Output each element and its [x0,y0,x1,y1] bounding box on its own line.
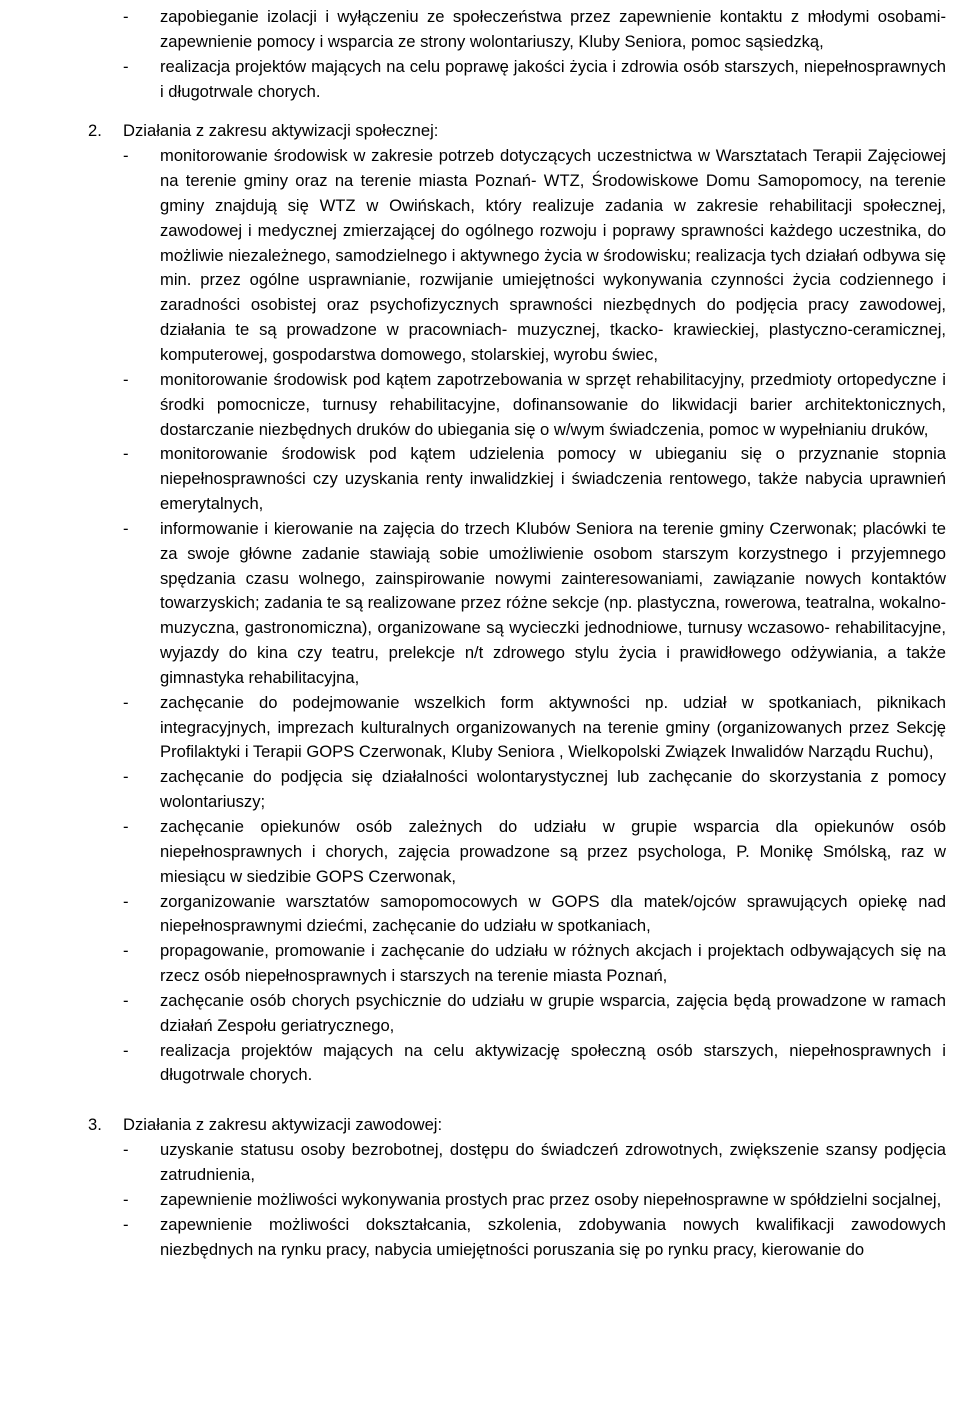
bullet-dash: - [123,1040,129,1060]
list-item [0,144,960,368]
list-item [0,765,960,815]
list-item-text: zapewnienie możliwości wykonywania prostych prac przez osoby niepełnosprawne w spółdzielni socjalnej, [160,1189,942,1209]
section-heading [0,119,960,144]
bullet-dash: - [123,1189,129,1209]
list-item-text: zachęcanie do podjęcia się działalności wolontarystycznej lub zachęcanie do skorzystania z pomocy wolontariuszy; [160,767,946,812]
section-3 [0,1113,960,1262]
list-item-text: propagowanie, promowanie i zachęcanie do udziału w różnych akcjach i projektach odbywających się na rzecz osób niepełnosprawnych i starszych na terenie miasta Poznań, [160,941,946,986]
list-item-text: zapewnienie możliwości dokształcania, szkolenia, zdobywania nowych kwalifikacji zawodowych niezbędnych na rynku pracy, nabycia umiejętności poruszania się po rynku pracy, kierowanie do [160,1214,946,1259]
list-item-text: monitorowanie środowisk pod kątem udzielenia pomocy w ubieganiu się o przyznanie stopnia niepełnosprawności czy uzyskania renty inwalidzkiej i świadczenia rentowego, także nabycia uprawnień emerytalnych, [160,444,946,514]
section-title: Działania z zakresu aktywizacji zawodowej: [123,1115,443,1135]
bullet-dash: - [123,369,129,389]
list-item-text: zapobieganie izolacji i wyłączeniu ze społeczeństwa przez zapewnienie kontaktu z młodymi osobami- zapewnienie pomocy i wsparcia ze strony wolontariuszy, Kluby Seniora, pomoc sąsiedzką, [160,7,946,51]
list-item [0,939,960,989]
bullet-dash: - [123,990,129,1010]
list-item-text: zachęcanie osób chorych psychicznie do udziału w grupie wsparcia, zajęcia będą prowadzone w ramach działań Zespołu geriatrycznego, [160,990,946,1035]
bullet-dash: - [123,692,129,712]
list-item-text: realizacja projektów mających na celu poprawę jakości życia i zdrowia osób starszych, niepełnosprawnych i długotrwale chorych. [160,56,946,101]
bullet-dash: - [123,817,129,836]
list-item-text: informowanie i kierowanie na zajęcia do trzech Klubów Seniora na terenie gminy Czerwonak; placówki te za swoje główne zadanie stawiają sobie umożliwienie osobom starszym korzystnego i przyjemnego spędzania czasu wolnego, zainspirowanie nowymi zainteresowaniami, zawiązanie nowych kontaktów towarzyskich; zadania te są realizowane przez różne sekcje (np. plastyczna, rowerowa, teatralna, wokalno-muzyczna, gastronomiczna), organizowane są wycieczki jednodniowe, turnusy wczasowo- rehabilitacyjne, wyjazdy do kina czy teatru, prelekcje n/t zdrowego stylu życia i prawidłowego odżywiania, a także gimnastyka rehabilitacyjna, [160,518,946,687]
list-item [0,1213,960,1263]
bullet-dash: - [123,56,129,76]
list-item-text: zachęcanie do podejmowanie wszelkich form aktywności np. udział w spotkaniach, piknikach integracyjnych, imprezach kulturalnych organizowanych na terenie gminy (organizowanych przez Sekcję Profilaktyki i Terapii GOPS Czerwonak, Kluby Seniora , Wielkopolski Związek Inwalidów Narządu Ruchu), [160,692,946,762]
section-number: 2. [88,121,102,141]
top-list [0,0,960,104]
list-item-text: monitorowanie środowisk w zakresie potrzeb dotyczących uczestnictwa w Warsztatach Terapii Zajęciowej na terenie gminy oraz na terenie miasta Poznań- WTZ, Środowiskowe Domu Samopomocy, na terenie gminy znajdują się WTZ w Owińskach, który realizuje zadania w zakresie rehabilitacji społecznej, zawodowej i medycznej zmierzającej do ogólnego rozwoju i poprawy sprawności każdego uczestnika, do możliwie niezależnego, samodzielnego i aktywnego życia w środowisku; realizacja tych działań odbywa się min. przez ogólne usprawnianie, rozwijanie umiejętności wykonywania czynności życia codziennego i zaradności osobistej oraz psychofizycznych sprawności niezbędnych do podjęcia pracy zawodowej, działania te są prowadzone w pracowniach- muzycznej, tkacko- krawieckiej, plastyczno-ceramicznej, komputerowej, gospodarstwa domowego, stolarskiej, wyrobu świec, [160,146,946,364]
list-item [0,1138,960,1188]
list-item [0,55,960,105]
list-item [0,890,960,940]
bullet-dash: - [123,146,129,166]
section-number: 3. [88,1115,102,1135]
list-item [0,5,960,55]
bullet-dash: - [123,7,129,26]
bullet-dash: - [123,941,129,961]
section-heading [0,1113,960,1138]
list-item-text: realizacja projektów mających na celu aktywizację społeczną osób starszych, niepełnosprawnych i długotrwale chorych. [160,1040,946,1085]
list-item [0,1188,960,1213]
bullet-dash: - [123,1214,129,1234]
list-item-text: monitorowanie środowisk pod kątem zapotrzebowania w sprzęt rehabilitacyjny, przedmioty ortopedyczne i środki pomocnicze, turnusy rehabilitacyjne, dofinansowanie do likwidacji barier architektonicznych, dostarczanie niezbędnych druków do ubiegania się o w/wym świadczenia, pomoc w wypełnianiu druków, [160,369,946,439]
bullet-dash: - [123,767,129,787]
list-item [0,1039,960,1089]
list-item-text: zorganizowanie warsztatów samopomocowych w GOPS dla matek/ojców sprawujących opiekę nad niepełnosprawnymi dziećmi, zachęcanie do udziału w spotkaniach, [160,891,946,936]
section-2 [0,119,960,1088]
bullet-dash: - [123,891,129,911]
list-item [0,517,960,691]
list-item-text: uzyskanie statusu osoby bezrobotnej, dostępu do świadczeń zdrowotnych, zwiększenie szansy podjęcia zatrudnienia, [160,1140,946,1184]
bullet-dash: - [123,518,129,538]
list-item [0,442,960,517]
section-title: Działania z zakresu aktywizacji społecznej: [123,121,439,141]
list-item [0,691,960,766]
bullet-dash: - [123,1140,129,1160]
bullet-dash: - [123,444,129,464]
list-item [0,815,960,890]
list-item-text: zachęcanie opiekunów osób zależnych do udziału w grupie wsparcia dla opiekunów osób niepełnosprawnych i chorych, zajęcia prowadzone są przez psychologa, P. Monikę Smólską, raz w miesiącu w siedzibie GOPS Czerwonak, [160,817,946,886]
list-item [0,368,960,443]
list-item [0,989,960,1039]
